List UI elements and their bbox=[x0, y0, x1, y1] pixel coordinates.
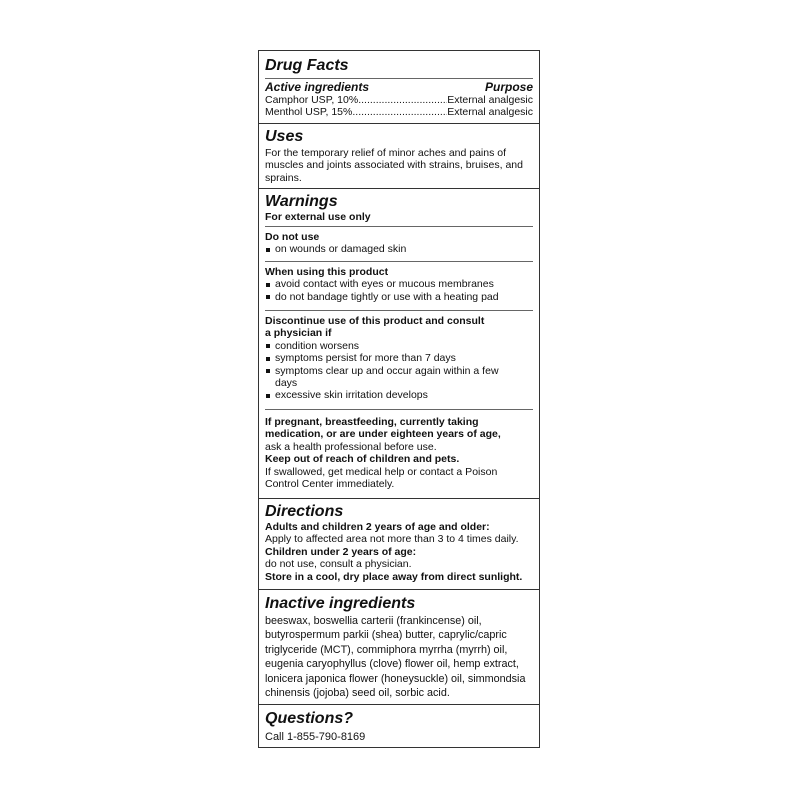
active-ingredients-section bbox=[259, 81, 539, 119]
leader-dots bbox=[352, 106, 447, 118]
divider bbox=[265, 409, 533, 410]
section-divider bbox=[259, 123, 539, 124]
ingredient-purpose: External analgesic bbox=[447, 94, 533, 106]
children-heading: Children under 2 years of age: bbox=[265, 545, 417, 558]
inactive-ingredients-text: beeswax, boswellia carterii (frankincense) oil, butyrospermum parkii (shea) butter, caprylic/capric triglyceride (MCT), commiphora myrrha (myrrh) oil, eugenia caryophyllus (clove) flower oil, hemp extract, lonicera japonica flower (honeysuckle) oil, simmondsia chinensis (jojoba) seed oil, sorbic acid. bbox=[265, 615, 526, 700]
keep-out-of-reach: Keep out of reach of children and pets. bbox=[265, 453, 460, 466]
divider bbox=[265, 261, 533, 262]
adults-heading: Adults and children 2 years of age and older: bbox=[265, 521, 490, 533]
do-not-use-block bbox=[259, 231, 539, 256]
children-text: do not use, consult a physician. bbox=[265, 558, 412, 571]
drug-facts-header bbox=[259, 57, 539, 75]
warnings-heading: Warnings bbox=[265, 193, 338, 210]
pregnancy-block bbox=[259, 416, 539, 490]
list-item: symptoms clear up and occur again within a few days bbox=[265, 365, 510, 390]
directions-section bbox=[259, 503, 539, 583]
inactive-ingredients-section bbox=[259, 595, 539, 700]
do-not-use-heading: Do not use bbox=[265, 231, 320, 243]
discontinue-heading: Discontinue use of this product and consult a physician if bbox=[265, 315, 485, 340]
list-item: condition worsens bbox=[265, 340, 533, 352]
active-ingredients-header bbox=[265, 81, 533, 94]
storage-text: Store in a cool, dry place away from direct sunlight. bbox=[265, 570, 523, 583]
discontinue-block bbox=[259, 315, 539, 402]
active-ingredients-heading: Active ingredients bbox=[265, 80, 370, 94]
list-item: on wounds or damaged skin bbox=[265, 243, 533, 255]
drug-facts-panel bbox=[258, 50, 540, 748]
adults-text: Apply to affected area not more than 3 to 4 times daily. bbox=[265, 533, 519, 546]
list-item: avoid contact with eyes or mucous membranes bbox=[265, 278, 533, 290]
divider bbox=[265, 310, 533, 311]
uses-heading: Uses bbox=[265, 128, 304, 145]
section-divider bbox=[259, 589, 539, 590]
list-item: do not bandage tightly or use with a heating pad bbox=[265, 291, 533, 303]
section-divider bbox=[259, 188, 539, 189]
divider bbox=[265, 226, 533, 227]
list-item: symptoms persist for more than 7 days bbox=[265, 352, 533, 364]
section-divider bbox=[259, 704, 539, 705]
purpose-heading: Purpose bbox=[484, 80, 533, 94]
pregnancy-text: ask a health professional before use. bbox=[265, 440, 437, 453]
ingredient-purpose: External analgesic bbox=[447, 106, 533, 119]
directions-heading: Directions bbox=[265, 503, 344, 520]
warnings-section bbox=[259, 193, 539, 223]
active-ingredient-row bbox=[265, 94, 533, 106]
list-item: excessive skin irritation develops bbox=[265, 389, 533, 401]
ingredient-name: Camphor USP, 10% bbox=[265, 94, 359, 106]
ingredient-name: Menthol USP, 15% bbox=[265, 106, 353, 119]
when-using-block bbox=[259, 266, 539, 303]
external-use-text: For external use only bbox=[265, 211, 371, 223]
page-title: Drug Facts bbox=[265, 57, 349, 74]
section-divider bbox=[259, 498, 539, 499]
phone-number: Call 1-855-790-8169 bbox=[265, 731, 366, 743]
when-using-heading: When using this product bbox=[265, 266, 389, 278]
swallowed-text: If swallowed, get medical help or contact a Poison Control Center immediately. bbox=[265, 465, 498, 491]
uses-section bbox=[259, 128, 539, 184]
divider bbox=[265, 78, 533, 79]
inactive-ingredients-heading: Inactive ingredients bbox=[265, 595, 416, 612]
questions-heading: Questions? bbox=[265, 710, 354, 727]
active-ingredient-row bbox=[265, 106, 533, 118]
pregnancy-warning: If pregnant, breastfeeding, currently taking medication, or are under eighteen years of age, bbox=[265, 416, 501, 441]
questions-section bbox=[259, 710, 539, 743]
leader-dots bbox=[358, 94, 447, 106]
uses-text: For the temporary relief of minor aches and pains of muscles and joints associated with strains, bruises, and sprains. bbox=[265, 147, 523, 184]
